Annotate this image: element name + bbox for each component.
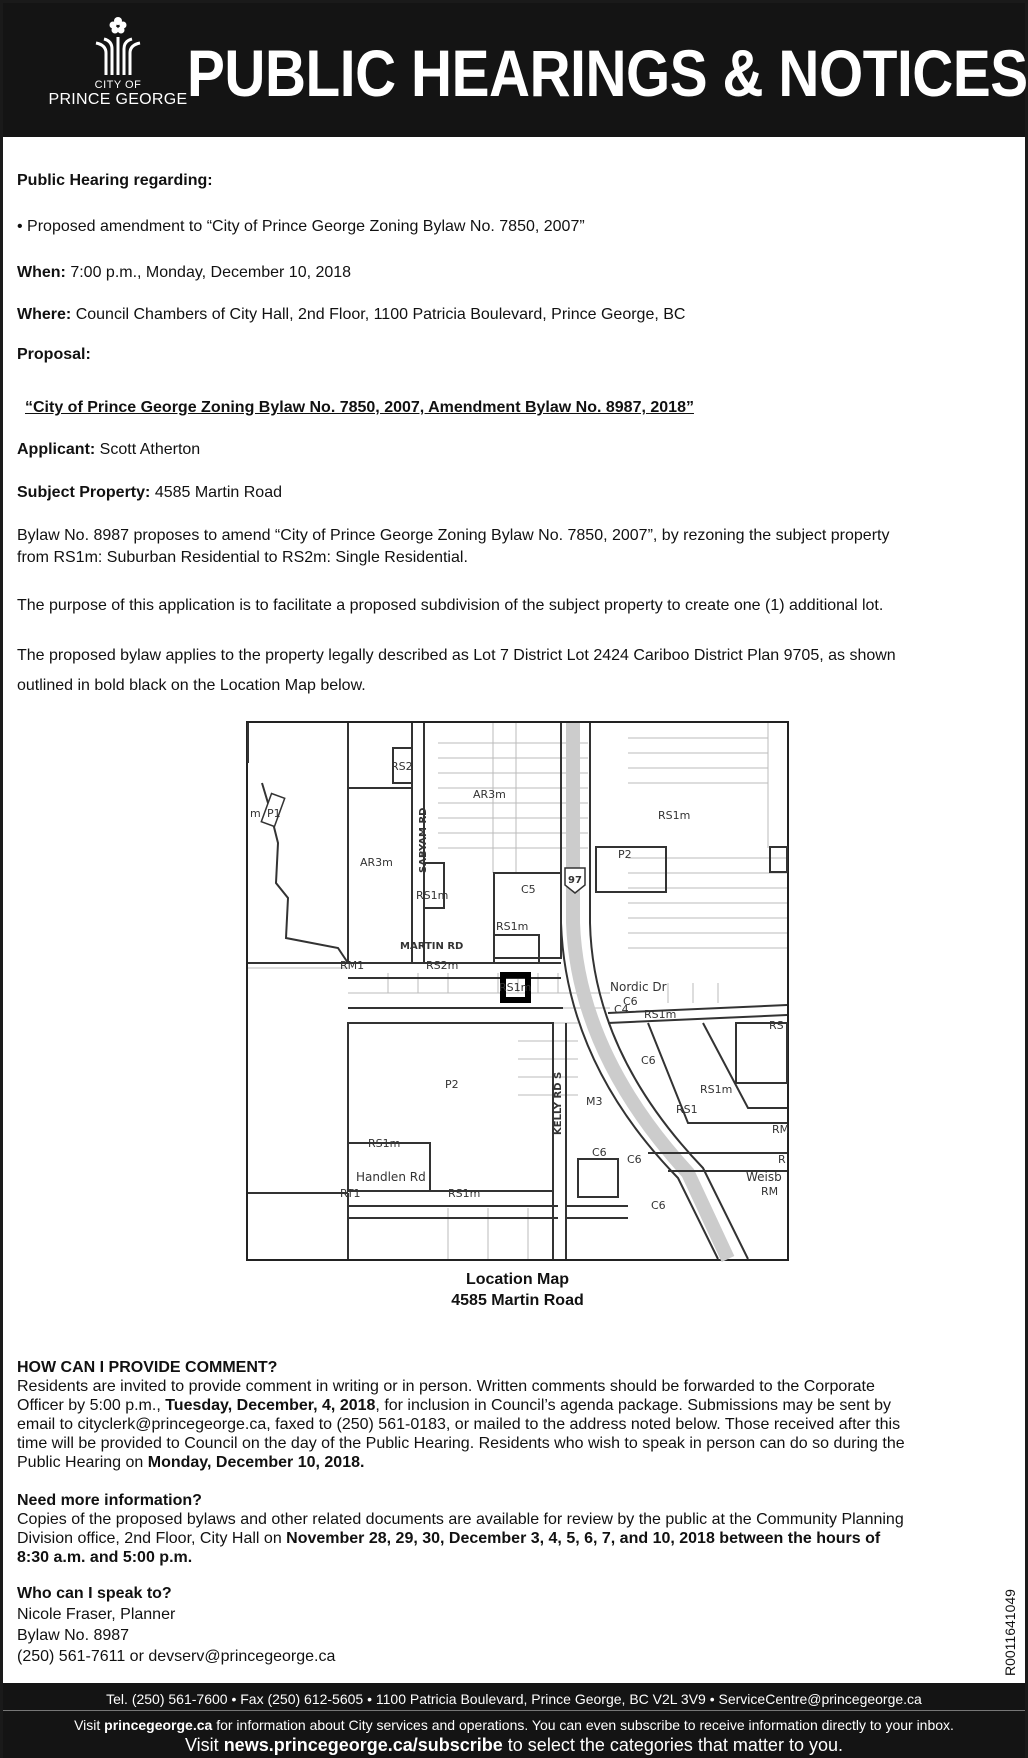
when-value: 7:00 p.m., Monday, December 10, 2018	[70, 264, 352, 281]
map-label-r: R	[778, 1153, 786, 1166]
ad-reference-code: R0011641049	[1002, 1589, 1018, 1676]
para3-line2: outlined in bold black on the Location Map below.	[17, 677, 366, 694]
contact-phone: (250) 561-7611 or devserv@princegeorge.ca	[17, 1648, 336, 1665]
subject-line	[17, 482, 282, 504]
info-section	[17, 1491, 1015, 1567]
para3-line1: The proposed bylaw applies to the property legally described as Lot 7 District Lot 2424 Cariboo District Plan 9705, as shown	[17, 647, 896, 664]
map-label-rm1: RM1	[340, 959, 365, 972]
logo-city-of: CITY OF	[94, 79, 142, 91]
map-label-p1: P1	[267, 807, 281, 820]
map-label-c6-small: C6	[623, 995, 638, 1008]
map-label-rs1m-e: RS1m	[700, 1083, 733, 1096]
map-label-hwy-97: 97	[568, 875, 582, 886]
map-label-rs2: RS2	[391, 760, 413, 773]
map-label-c6-b: C6	[641, 1054, 656, 1067]
contact-name: Nicole Fraser, Planner	[17, 1606, 176, 1623]
comment-line3: email to cityclerk@princegeorge.ca, faxed to (250) 561-0183, or mailed to the address noted below. Those received after this	[17, 1416, 901, 1433]
info-line3	[17, 1548, 1015, 1567]
info-line1: Copies of the proposed bylaws and other related documents are available for review by the public at the Community Planning	[17, 1511, 904, 1528]
hearing-bullet: • Proposed amendment to “City of Prince George Zoning Bylaw No. 7850, 2007”	[17, 218, 585, 235]
info-line2-pre: Division office, 2nd Floor, City Hall on	[17, 1530, 287, 1547]
comment-line5-pre: Public Hearing on	[17, 1454, 148, 1471]
hearing-heading: Public Hearing regarding:	[17, 172, 213, 189]
footer-subscribe-link[interactable]: news.princegeorge.ca/subscribe	[223, 1735, 503, 1755]
map-label-nordic-dr: Nordic Dr	[610, 980, 667, 994]
map-label-sabyam-rd: SABYAM RD	[418, 807, 429, 873]
contact-title: Who can I speak to?	[17, 1585, 172, 1602]
city-flower-emblem-icon	[90, 13, 146, 77]
map-label-ar3m-left: AR3m	[360, 856, 393, 869]
map-label-rs1m-ne: RS1m	[658, 809, 691, 822]
map-label-c6-e: C6	[651, 1199, 666, 1212]
comment-line2-post: , for inclusion in Council’s agenda package. Submissions may be sent by	[375, 1397, 891, 1414]
comment-deadline: Tuesday, December, 4, 2018	[165, 1397, 376, 1414]
map-label-m: m	[250, 807, 261, 820]
comment-title: HOW CAN I PROVIDE COMMENT?	[17, 1359, 278, 1376]
map-caption-title: Location Map	[465, 1271, 570, 1288]
para1-line2: from RS1m: Suburban Residential to RS2m: Single Residential.	[17, 549, 468, 566]
footer-line2-post: for information about City services and operations. You can even subscribe to receive information directly to your inbox.	[212, 1717, 954, 1733]
map-caption-address: 4585 Martin Road	[451, 1292, 584, 1309]
city-logo	[43, 13, 193, 129]
map-label-p2: P2	[445, 1078, 459, 1091]
footer-line3-pre: Visit	[185, 1735, 224, 1755]
contact-section	[17, 1583, 1015, 1667]
info-dates: November 28, 29, 30, December 3, 4, 5, 6, 7, and 10, 2018 between the hours of	[286, 1530, 881, 1547]
footer-website-link[interactable]: princegeorge.ca	[104, 1717, 213, 1733]
footer-contact-line: Tel. (250) 561-7600 • Fax (250) 612-5605 • 1100 Patricia Boulevard, Prince George, BC V2L 3V9 • ServiceCentre@princegeorge.ca	[3, 1683, 1025, 1711]
map-label-rm-b: RM	[761, 1185, 779, 1198]
footer-subscribe-line	[3, 1735, 1025, 1755]
footer-line2-pre: Visit	[74, 1717, 105, 1733]
page-title: PUBLIC HEARINGS & NOTICES	[187, 36, 1028, 110]
map-label-rs1: RS1	[676, 1103, 698, 1116]
comment-line4: time will be provided to Council on the day of the Public Hearing. Residents who wish to speak in person can do so during the	[17, 1435, 905, 1452]
subject-label: Subject Property:	[17, 484, 151, 501]
where-label: Where:	[17, 306, 72, 323]
header-banner	[3, 3, 1028, 137]
map-label-weisb: Weisb	[746, 1170, 782, 1184]
where-line	[17, 304, 685, 326]
map-label-c5: C5	[521, 883, 536, 896]
bullet-text: Proposed amendment to “City of Prince George Zoning Bylaw No. 7850, 2007”	[27, 218, 585, 235]
map-label-rs1m-f: RS1m	[368, 1137, 401, 1150]
map-label-rs1m-b: RS1m	[496, 920, 529, 933]
footer-website-line	[3, 1711, 1025, 1735]
map-label-rs1m-d: RS1m	[644, 1008, 677, 1021]
when-line	[17, 262, 351, 284]
when-label: When:	[17, 264, 66, 281]
applicant-line	[17, 439, 200, 461]
map-label-rs-e: RS	[769, 1019, 784, 1032]
map-label-ar3m-top: AR3m	[473, 788, 506, 801]
location-map	[246, 721, 789, 1261]
map-label-rt1: RT1	[340, 1187, 361, 1200]
map-label-rm-a: RM	[772, 1123, 790, 1136]
map-label-handlen-rd: Handlen Rd	[356, 1170, 426, 1184]
map-label-p2-ne: P2	[618, 848, 632, 861]
map-label-martin-rd: MARTIN RD	[400, 941, 464, 952]
proposal-label: Proposal:	[17, 346, 91, 363]
info-hours: 8:30 a.m. and 5:00 p.m.	[17, 1549, 193, 1566]
contact-bylaw: Bylaw No. 8987	[17, 1627, 130, 1644]
where-value: Council Chambers of City Hall, 2nd Floor, 1100 Patricia Boulevard, Prince George, BC	[75, 306, 686, 323]
map-caption	[246, 1269, 789, 1311]
map-label-c6-c: C6	[592, 1146, 607, 1159]
map-drawing	[248, 723, 790, 1259]
map-label-rs1m-a: RS1m	[416, 889, 449, 902]
comment-section	[17, 1358, 1015, 1472]
info-title: Need more information?	[17, 1492, 202, 1509]
comment-line1: Residents are invited to provide comment in writing or in person. Written comments should be forwarded to the Corporate	[17, 1378, 875, 1395]
applicant-value: Scott Atherton	[99, 441, 201, 458]
map-label-c4: C4	[614, 1003, 629, 1016]
purpose-paragraph: The purpose of this application is to facilitate a proposed subdivision of the subject property to create one (1) additional lot.	[17, 597, 884, 614]
map-label-rs1m-g: RS1m	[448, 1187, 481, 1200]
comment-hearing-date: Monday, December 10, 2018.	[147, 1454, 365, 1471]
subject-value: 4585 Martin Road	[154, 484, 282, 501]
comment-line2-pre: Officer by 5:00 p.m.,	[17, 1397, 166, 1414]
map-label-m3: M3	[586, 1095, 603, 1108]
logo-city-name: PRINCE GEORGE	[48, 91, 188, 108]
map-label-kelly-rd: KELLY RD S	[553, 1071, 564, 1135]
comment-line2	[17, 1396, 1015, 1415]
map-label-rs2m: RS2m	[426, 959, 459, 972]
applicant-label: Applicant:	[17, 441, 96, 458]
para1-line1: Bylaw No. 8987 proposes to amend “City of Prince George Zoning Bylaw No. 7850, 2007”, by rezoning the subject property	[17, 527, 890, 544]
bylaw-paragraph	[17, 525, 1017, 569]
footer-line3-post: to select the categories that matter to you.	[502, 1735, 843, 1755]
legal-paragraph	[17, 641, 1017, 701]
map-label-c6-d: C6	[627, 1153, 642, 1166]
map-label-rs1m-c: RS1m	[499, 981, 532, 994]
footer-banner	[3, 1683, 1025, 1758]
proposal-title: “City of Prince George Zoning Bylaw No. 7850, 2007, Amendment Bylaw No. 8987, 2018”	[25, 399, 694, 416]
info-line2	[17, 1529, 1015, 1548]
comment-line5	[17, 1453, 1015, 1472]
